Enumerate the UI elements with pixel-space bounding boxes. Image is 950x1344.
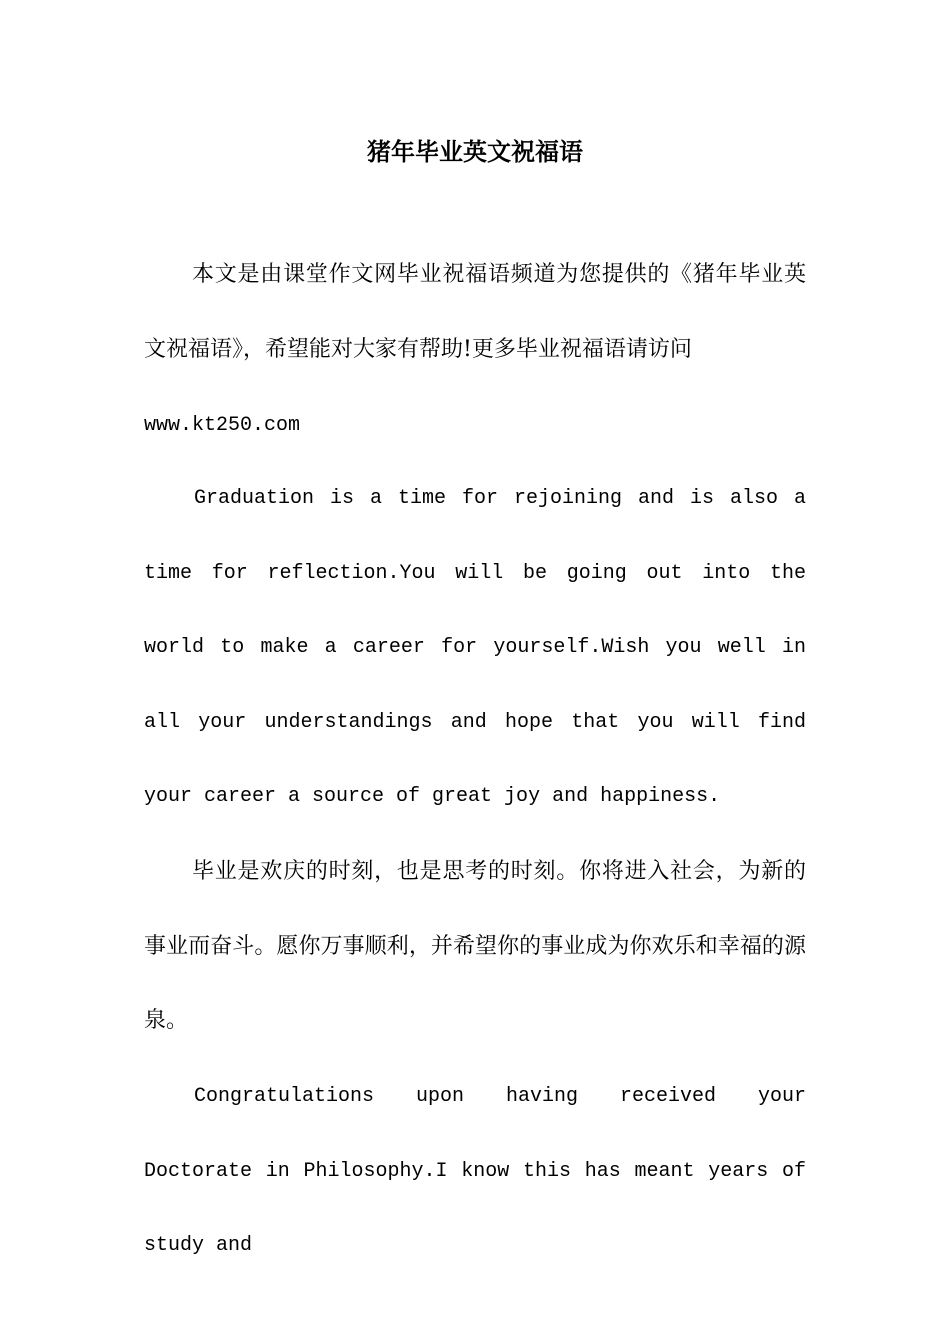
document-title: 猪年毕业英文祝福语 [367, 137, 583, 166]
intro-text: 本文是由课堂作文网毕业祝福语频道为您提供的《猪年毕业英文祝福语》，希望能对大家有帮助!更多毕业祝福语请访问 [144, 262, 806, 362]
intro-url: www.kt250.com [144, 414, 301, 438]
chinese-paragraph-1: 毕业是欢庆的时刻，也是思考的时刻。你将进入社会，为新的事业而奋斗。愿你万事顺利，并希望你的事业成为你欢乐和幸福的源泉。 [144, 859, 806, 1034]
intro-paragraph [144, 238, 806, 464]
english-paragraph-2: Congratulations upon having received your Doctorate in Philosophy.I know this has meant years of study and [144, 1085, 806, 1258]
english-paragraph-1: Graduation is a time for rejoining and is also a time for reflection.You will be going out into the world to make a career for yourself.Wish you well in all your understandings and hope that you will find your career a source of great joy and happiness. [144, 487, 806, 809]
